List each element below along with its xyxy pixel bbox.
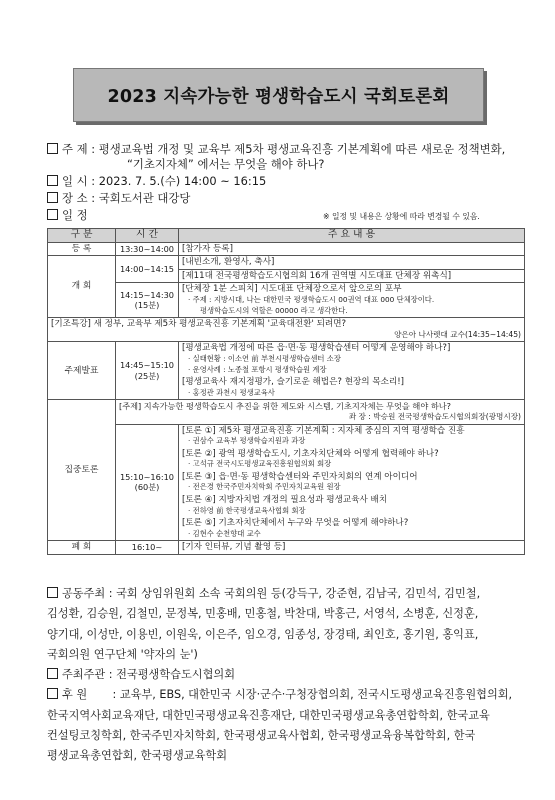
theme-line: 주 제 : 평생교육법 개정 및 교육부 제5차 평생교육진흥 기본계획에 따른 새로운 정책변화, <box>47 142 505 156</box>
table-row: 15:10~16:10 (60분) [토론 ①] 제5차 평생교육진흥 기본계획 : 지자체 중심의 지역 평생학습 진흥 · 권삼수 교육부 평생학습지원과 과장 [토론 ②] 광역 평생학습도시, 기초자치단체와 어떻게 협력해야 하나? · 고석규 전국시도평생교육진흥원협의회 회장 [토론 ③] 읍·면·동 평생학습센터와 주민자치회의 연계 아이디어 · 전은경 한국주민자치학회 주민자치교육원 원장 [토론 ④] 지방자치법 개정의 필요성과 평생교육사 배치 · 전하영 前 한국평생교육사협회 회장 [토론 ⑤] 기초자치단체에서 누구와 무엇을 어떻게 해야하나? · 김현수 순천향대 교수 <box>48 424 525 541</box>
checkbox-icon <box>47 209 58 220</box>
place-value: 국회도서관 대강당 <box>98 191 191 205</box>
table-row: 집중토론 [주제] 지속가능한 평생학습도시 추진을 위한 제도와 시스템, 기초지자체는 무엇을 해야 하나? 좌 장 : 박승원 전국평생학습도시협의회장(광명시장) <box>48 400 525 424</box>
date-line: 일 시 : 2023. 7. 5.(수) 14:00 ~ 16:15 <box>47 174 266 188</box>
table-row: 14:15~14:30 (15분) [단체장 1분 스피치] 시도대표 단체장으로서 앞으로의 포부 · 주제 : 지방시대, 나는 대한민국 평생학습도시 00권역 대표 000 단체장이다. 평생학습도시의 역할은 00000 라고 생각한다. <box>48 283 525 318</box>
table-row: 주제발표 14:45~15:10 (25분) [평생교육법 개정에 따른 읍·면·동 평생학습센터 어떻게 운영해야 하나?] · 실태현황 : 이소연 前 부천시평생학습센터 소장 · 운영사례 : 노종철 포항시 평생학습원 계장 [평생교육사 재지정평가, 슬기로운 해법은? 현장의 목소리!] · 홍정관 과천시 평생교육사 <box>48 342 525 400</box>
date-value: 2023. 7. 5.(수) 14:00 ~ 16:15 <box>98 174 267 188</box>
schedule-note: ※ 일정 및 내용은 상황에 따라 변경될 수 있음. <box>323 212 480 221</box>
table-header-row <box>48 229 525 243</box>
schedule-table <box>47 228 525 555</box>
title-banner <box>73 68 484 122</box>
page-title: 2023 지속가능한 평생학습도시 국회토론회 <box>107 86 450 107</box>
table-row: 폐 회 16:10~ [기자 인터뷰, 기념 촬영 등] <box>48 541 525 555</box>
checkbox-icon <box>47 192 58 203</box>
table-row: 등 록 13:30~14:00 [참가자 등록] <box>48 242 525 256</box>
footer-info: 공동주최 : 국회 상임위원회 소속 국회의원 등(강득구, 강준현, 김남국, 김민석, 김민철, 김성환, 김승원, 김철민, 문정복, 민홍배, 민홍철, 박찬대, 박홍근, 서영석, 소병훈, 신정훈, 양기대, 이성만, 이용빈, 이원욱, 이은주, 임오경, 임종성, 장경태, 최인호, 홍기원, 홍익표, 국회의원 연구단체 '약자의 눈') 주최주관 : 전국평생학습도시협의회 후 원 : 교육부, EBS, 대한민국 시장·군수·구청장협의회, 전국시도평생교육진흥원협의회, 한국지역사회교육재단, 대한민국평생교육진흥재단, 대한민국평생교육총연합학회, 한국교육 컨설팅코칭학회, 한국주민자치학회, 한국평생교육사협회, 한국평생교육융복합학회, 한국 평생교육총연합회, 한국평생교육학회 <box>47 584 527 767</box>
checkbox-icon <box>47 587 58 598</box>
header-section: 구 분 <box>48 229 116 243</box>
checkbox-icon <box>47 668 58 679</box>
keynote-row: [기조특강] 새 정부, 교육부 제5차 평생교육진흥 기본계획 '교육대전환' 되려면? 양은아 나사렛대 교수(14:35~14:45) <box>48 318 525 342</box>
sponsor-line: 후 원 : 교육부, EBS, 대한민국 시장·군수·구청장협의회, 전국시도평생교육진흥원협의회, <box>47 685 527 705</box>
schedule-line: 일 정 <box>47 208 88 222</box>
theme-value-1: 평생교육법 개정 및 교육부 제5차 평생교육진흥 기본계획에 따른 새로운 정책변화, <box>98 142 506 156</box>
checkbox-icon <box>47 143 58 154</box>
theme-line-2: “기초지자체” 에서는 무엇을 해야 하나? <box>127 157 325 171</box>
place-line: 장 소 : 국회도서관 대강당 <box>47 191 190 205</box>
host-line: 공동주최 : 국회 상임위원회 소속 국회의원 등(강득구, 강준현, 김남국, 김민석, 김민철, <box>47 584 527 604</box>
checkbox-icon <box>47 688 58 699</box>
header-content: 주 요 내 용 <box>179 229 525 243</box>
organizer-line: 주최주관 : 전국평생학습도시협의회 <box>47 665 527 685</box>
table-row: 개 회 14:00~14:15 [내빈소개, 환영사, 축사] <box>48 256 525 270</box>
header-time: 시 간 <box>116 229 179 243</box>
checkbox-icon <box>47 175 58 186</box>
table-row: [제11대 전국평생학습도시협의회 16개 권역별 시도대표 단체장 위촉식] <box>48 269 525 283</box>
